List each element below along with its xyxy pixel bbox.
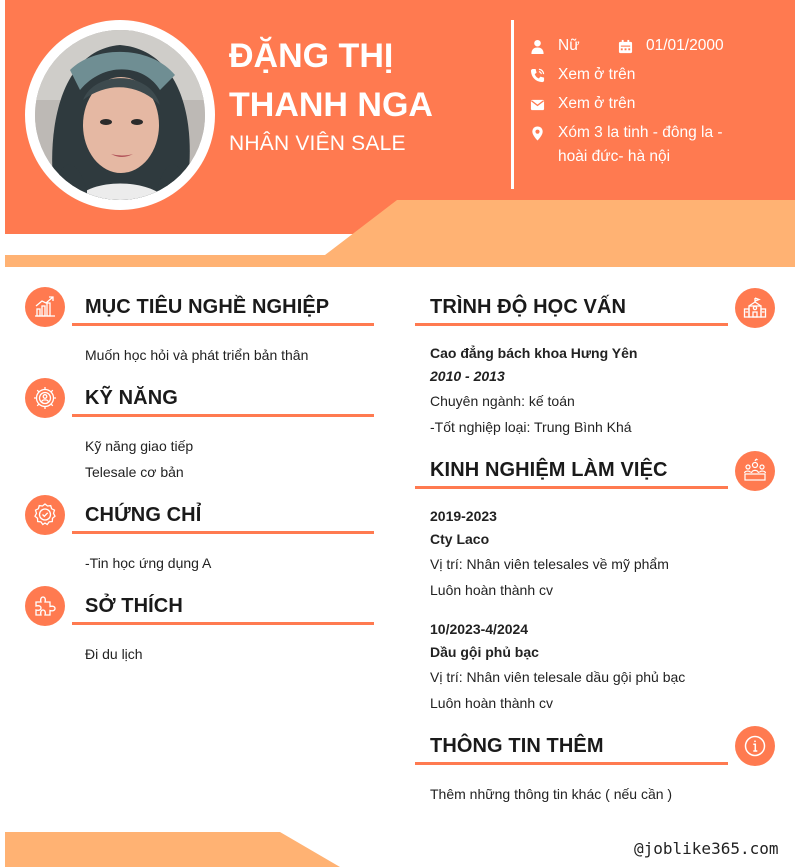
envelope-icon: [528, 92, 546, 116]
puzzle-icon: [25, 586, 65, 626]
birthdate-value: 01/01/2000: [646, 37, 724, 54]
education-period: 2010 - 2013: [430, 368, 505, 384]
job-period: 2019-2023: [430, 508, 497, 524]
skills-title: KỸ NĂNG: [85, 387, 178, 409]
phone-value: Xem ở trên: [558, 66, 636, 83]
objective-title: MỤC TIÊU NGHỀ NGHIỆP: [85, 296, 330, 318]
gear-person-icon: [25, 378, 65, 418]
skills-underline: [72, 414, 374, 417]
job-position: Vị trí: Nhân viên telesales về mỹ phẩm: [430, 556, 669, 572]
education-school: Cao đẳng bách khoa Hưng Yên: [430, 345, 638, 361]
contact-phone: [528, 63, 635, 87]
candidate-name: [229, 32, 499, 130]
job-company: Cty Laco: [430, 531, 490, 547]
education-grade: -Tốt nghiệp loại: Trung Bình Khá: [430, 419, 632, 435]
header-white-stripe: [5, 234, 365, 254]
cv-header: [5, 0, 795, 267]
contact-gender: [528, 34, 580, 58]
footer-accent-band: [5, 832, 340, 867]
gender-value: Nữ: [558, 37, 580, 54]
candidate-name-line1: ĐẶNG THỊ: [229, 37, 394, 75]
education-title: TRÌNH ĐỘ HỌC VẤN: [430, 296, 627, 318]
brand-watermark[interactable]: @joblike365.com: [634, 839, 779, 858]
profile-photo-frame: [25, 20, 215, 210]
header-divider: [511, 20, 514, 189]
info-icon: [735, 726, 775, 766]
experience-underline: [415, 486, 728, 489]
person-icon: [528, 34, 546, 58]
additional-underline: [415, 762, 728, 765]
skill-item: Kỹ năng giao tiếp: [85, 438, 194, 454]
contact-birthdate: [616, 34, 724, 58]
job-note: Luôn hoàn thành cv: [430, 695, 553, 711]
hobbies-title: SỞ THÍCH: [85, 595, 183, 617]
job-period: 10/2023-4/2024: [430, 621, 529, 637]
job-title: NHÂN VIÊN SALE: [229, 132, 406, 155]
contact-address: [528, 121, 723, 169]
school-building-icon: [735, 288, 775, 328]
calendar-icon: [616, 34, 634, 58]
candidate-name-line2: THANH NGA: [229, 86, 433, 124]
certificate-badge-icon: [25, 495, 65, 535]
email-value: Xem ở trên: [558, 95, 636, 112]
growth-chart-icon: [25, 287, 65, 327]
phone-icon: [528, 63, 546, 87]
education-major: Chuyên ngành: kế toán: [430, 393, 575, 409]
job-position: Vị trí: Nhân viên telesale dầu gội phủ bạc: [430, 669, 686, 685]
certificate-item: -Tin học ứng dụng A: [85, 555, 212, 571]
address-value: [558, 121, 723, 169]
education-underline: [415, 323, 728, 326]
job-company: Dầu gội phủ bạc: [430, 644, 539, 660]
location-pin-icon: [528, 121, 546, 145]
hobbies-underline: [72, 622, 374, 625]
job-note: Luôn hoàn thành cv: [430, 582, 553, 598]
objective-underline: [72, 323, 374, 326]
contact-email: [528, 92, 635, 116]
objective-text: Muốn học hỏi và phát triển bản thân: [85, 347, 309, 363]
skill-item: Telesale cơ bản: [85, 464, 184, 480]
address-line2: hoài đức- hà nội: [558, 148, 671, 165]
profile-photo: [35, 30, 205, 200]
address-line1: Xóm 3 la tinh - đông la -: [558, 124, 723, 141]
experience-title: KINH NGHIỆM LÀM VIỆC: [430, 459, 668, 481]
certificates-underline: [72, 531, 374, 534]
additional-text: Thêm những thông tin khác ( nếu cần ): [430, 786, 673, 802]
hobby-item: Đi du lịch: [85, 646, 143, 662]
certificates-title: CHỨNG CHỈ: [85, 504, 202, 526]
additional-title: THÔNG TIN THÊM: [430, 735, 604, 757]
team-icon: [735, 451, 775, 491]
